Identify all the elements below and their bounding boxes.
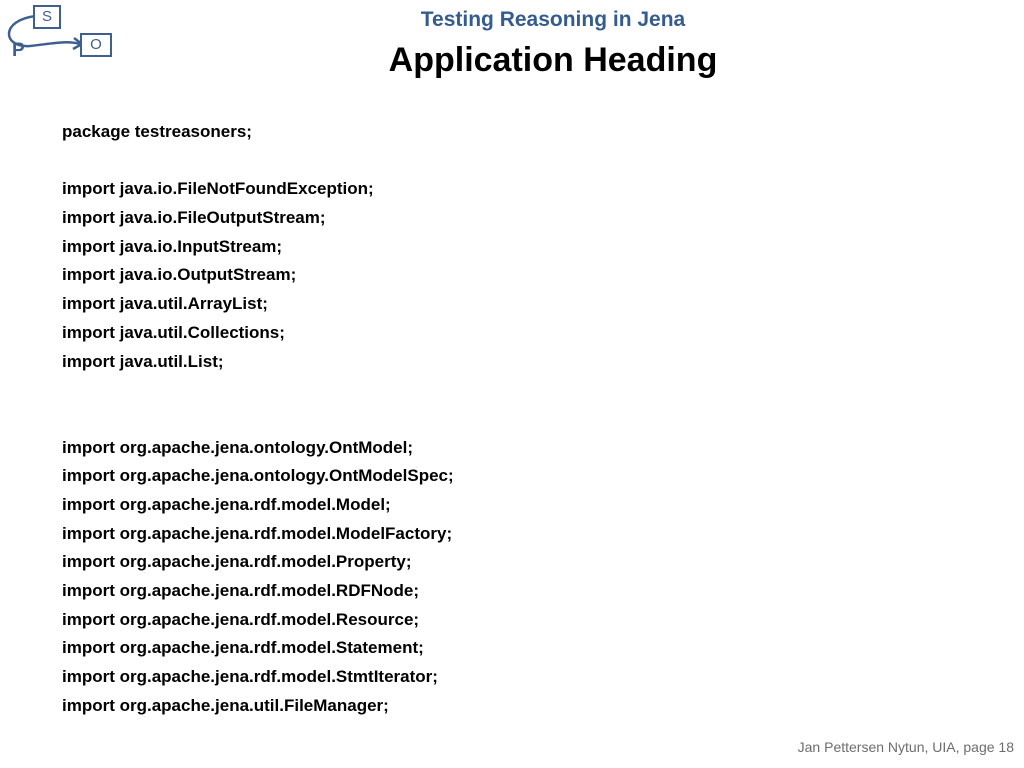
java-import-line: import java.util.List; bbox=[62, 351, 224, 371]
logo-predicate-label: P bbox=[12, 40, 25, 61]
java-import-line: import java.io.FileNotFoundException; bbox=[62, 179, 374, 199]
footer-page-info: Jan Pettersen Nytun, UIA, page 18 bbox=[797, 739, 1014, 755]
jena-import-line: import org.apache.jena.rdf.model.Statement; bbox=[62, 638, 424, 658]
java-import-line: import java.io.FileOutputStream; bbox=[62, 208, 326, 228]
jena-import-line: import org.apache.jena.rdf.model.ModelFactory; bbox=[62, 523, 453, 543]
logo-object-box: O bbox=[80, 33, 112, 57]
package-line: package testreasoners; bbox=[62, 122, 252, 141]
blank-line bbox=[62, 147, 962, 176]
java-import-line: import java.util.Collections; bbox=[62, 322, 285, 342]
java-import-line: import java.io.InputStream; bbox=[62, 236, 283, 256]
jena-import-line: import org.apache.jena.ontology.OntModelSpec; bbox=[62, 466, 454, 486]
jena-import-line: import org.apache.jena.rdf.model.Property; bbox=[62, 552, 412, 572]
jena-import-line: import org.apache.jena.rdf.model.RDFNode; bbox=[62, 581, 420, 600]
java-import-line: import java.util.ArrayList; bbox=[62, 294, 268, 314]
jena-import-line: import org.apache.jena.ontology.OntModel; bbox=[62, 437, 414, 457]
slide-title: Application Heading bbox=[388, 41, 718, 79]
blank-line bbox=[62, 405, 962, 434]
jena-import-line: import org.apache.jena.rdf.model.StmtIterator; bbox=[62, 667, 438, 687]
logo-subject-box: S bbox=[33, 5, 61, 29]
code-block bbox=[62, 118, 962, 720]
jena-import-line: import org.apache.jena.rdf.model.Model; bbox=[62, 494, 391, 514]
jena-import-line: import org.apache.jena.rdf.model.Resource; bbox=[62, 609, 420, 629]
java-import-line: import java.io.OutputStream; bbox=[62, 265, 297, 285]
blank-line bbox=[62, 376, 962, 405]
spo-logo bbox=[0, 0, 120, 70]
jena-import-line: import org.apache.jena.util.FileManager; bbox=[62, 695, 389, 715]
slide-subtitle: Testing Reasoning in Jena bbox=[420, 8, 686, 31]
